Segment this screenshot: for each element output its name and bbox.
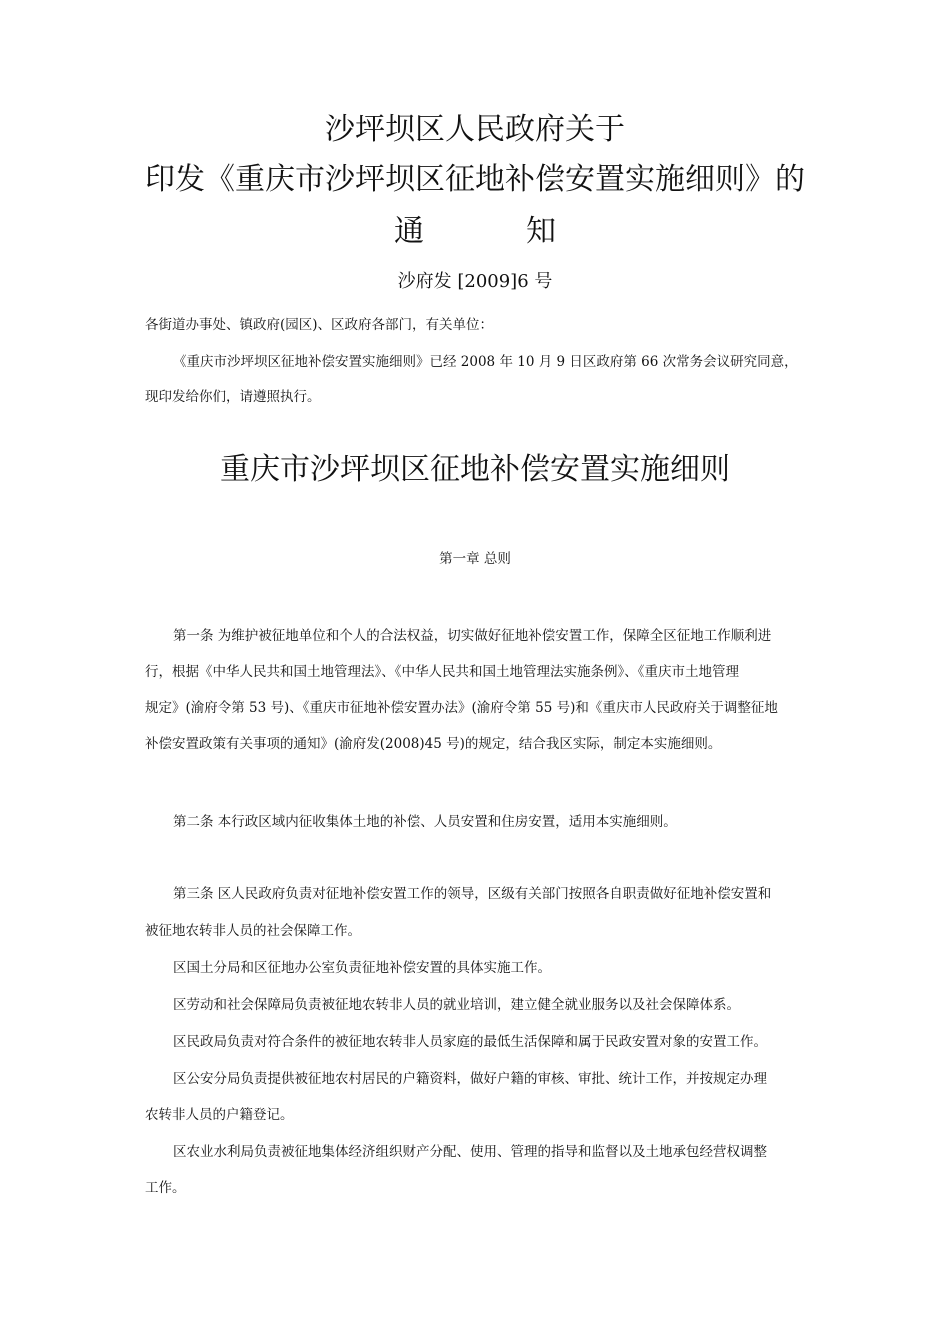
paragraph-police-bureau-line-1: 区公安分局负责提供被征地农村居民的户籍资料，做好户籍的审核、审批、统计工作，并按规定办理 [173, 1071, 767, 1087]
notice-title-line-1: 沙坪坝区人民政府关于 [325, 112, 625, 147]
article-1-line-2: 行，根据《中华人民共和国土地管理法》、《中华人民共和国土地管理法实施条例》、《重庆市土地管理 [145, 664, 739, 680]
notice-title-char-1: 通 [394, 214, 424, 249]
chapter-heading: 第一章 总则 [439, 551, 511, 567]
article-3-line-2: 被征地农转非人员的社会保障工作。 [145, 923, 361, 939]
article-3-line-1: 第三条 区人民政府负责对征地补偿安置工作的领导，区级有关部门按照各自职责做好征地补偿安置和 [173, 886, 772, 902]
addressee: 各街道办事处、镇政府(园区)、区政府各部门，有关单位： [145, 317, 494, 333]
paragraph-police-bureau-line-2: 农转非人员的户籍登记。 [145, 1107, 294, 1123]
regulation-title: 重庆市沙坪坝区征地补偿安置实施细则 [220, 452, 730, 487]
paragraph-labor-bureau: 区劳动和社会保障局负责被征地农转非人员的就业培训，建立健全就业服务以及社会保障体系。 [173, 997, 740, 1013]
paragraph-civil-bureau: 区民政局负责对符合条件的被征地农转非人员家庭的最低生活保障和属于民政安置对象的安置工作。 [173, 1034, 767, 1050]
notice-title-line-2: 印发《重庆市沙坪坝区征地补偿安置实施细则》的 [145, 162, 805, 197]
paragraph-agri-bureau-line-2: 工作。 [145, 1180, 186, 1196]
notice-body-line-1: 《重庆市沙坪坝区征地补偿安置实施细则》已经 2008 年 10 月 9 日区政府第 66 次常务会议研究同意， [173, 354, 798, 370]
notice-body-line-2: 现印发给你们，请遵照执行。 [145, 389, 321, 405]
article-1-line-3: 规定》(渝府令第 53 号)、《重庆市征地补偿安置办法》(渝府令第 55 号)和《重庆市人民政府关于调整征地 [145, 700, 778, 716]
article-1-line-1: 第一条 为维护被征地单位和个人的合法权益，切实做好征地补偿安置工作，保障全区征地工作顺利进 [173, 628, 772, 644]
article-1-line-4: 补偿安置政策有关事项的通知》(渝府发(2008)45 号)的规定，结合我区实际，制定本实施细则。 [145, 736, 722, 752]
paragraph-agri-bureau-line-1: 区农业水利局负责被征地集体经济组织财产分配、使用、管理的指导和监督以及土地承包经营权调整 [173, 1144, 767, 1160]
document-number: 沙府发 [2009]6 号 [397, 271, 553, 292]
paragraph-land-bureau: 区国土分局和区征地办公室负责征地补偿安置的具体实施工作。 [173, 960, 551, 976]
article-2: 第二条 本行政区域内征收集体土地的补偿、人员安置和住房安置，适用本实施细则。 [173, 814, 677, 830]
notice-title-char-2: 知 [526, 214, 556, 249]
